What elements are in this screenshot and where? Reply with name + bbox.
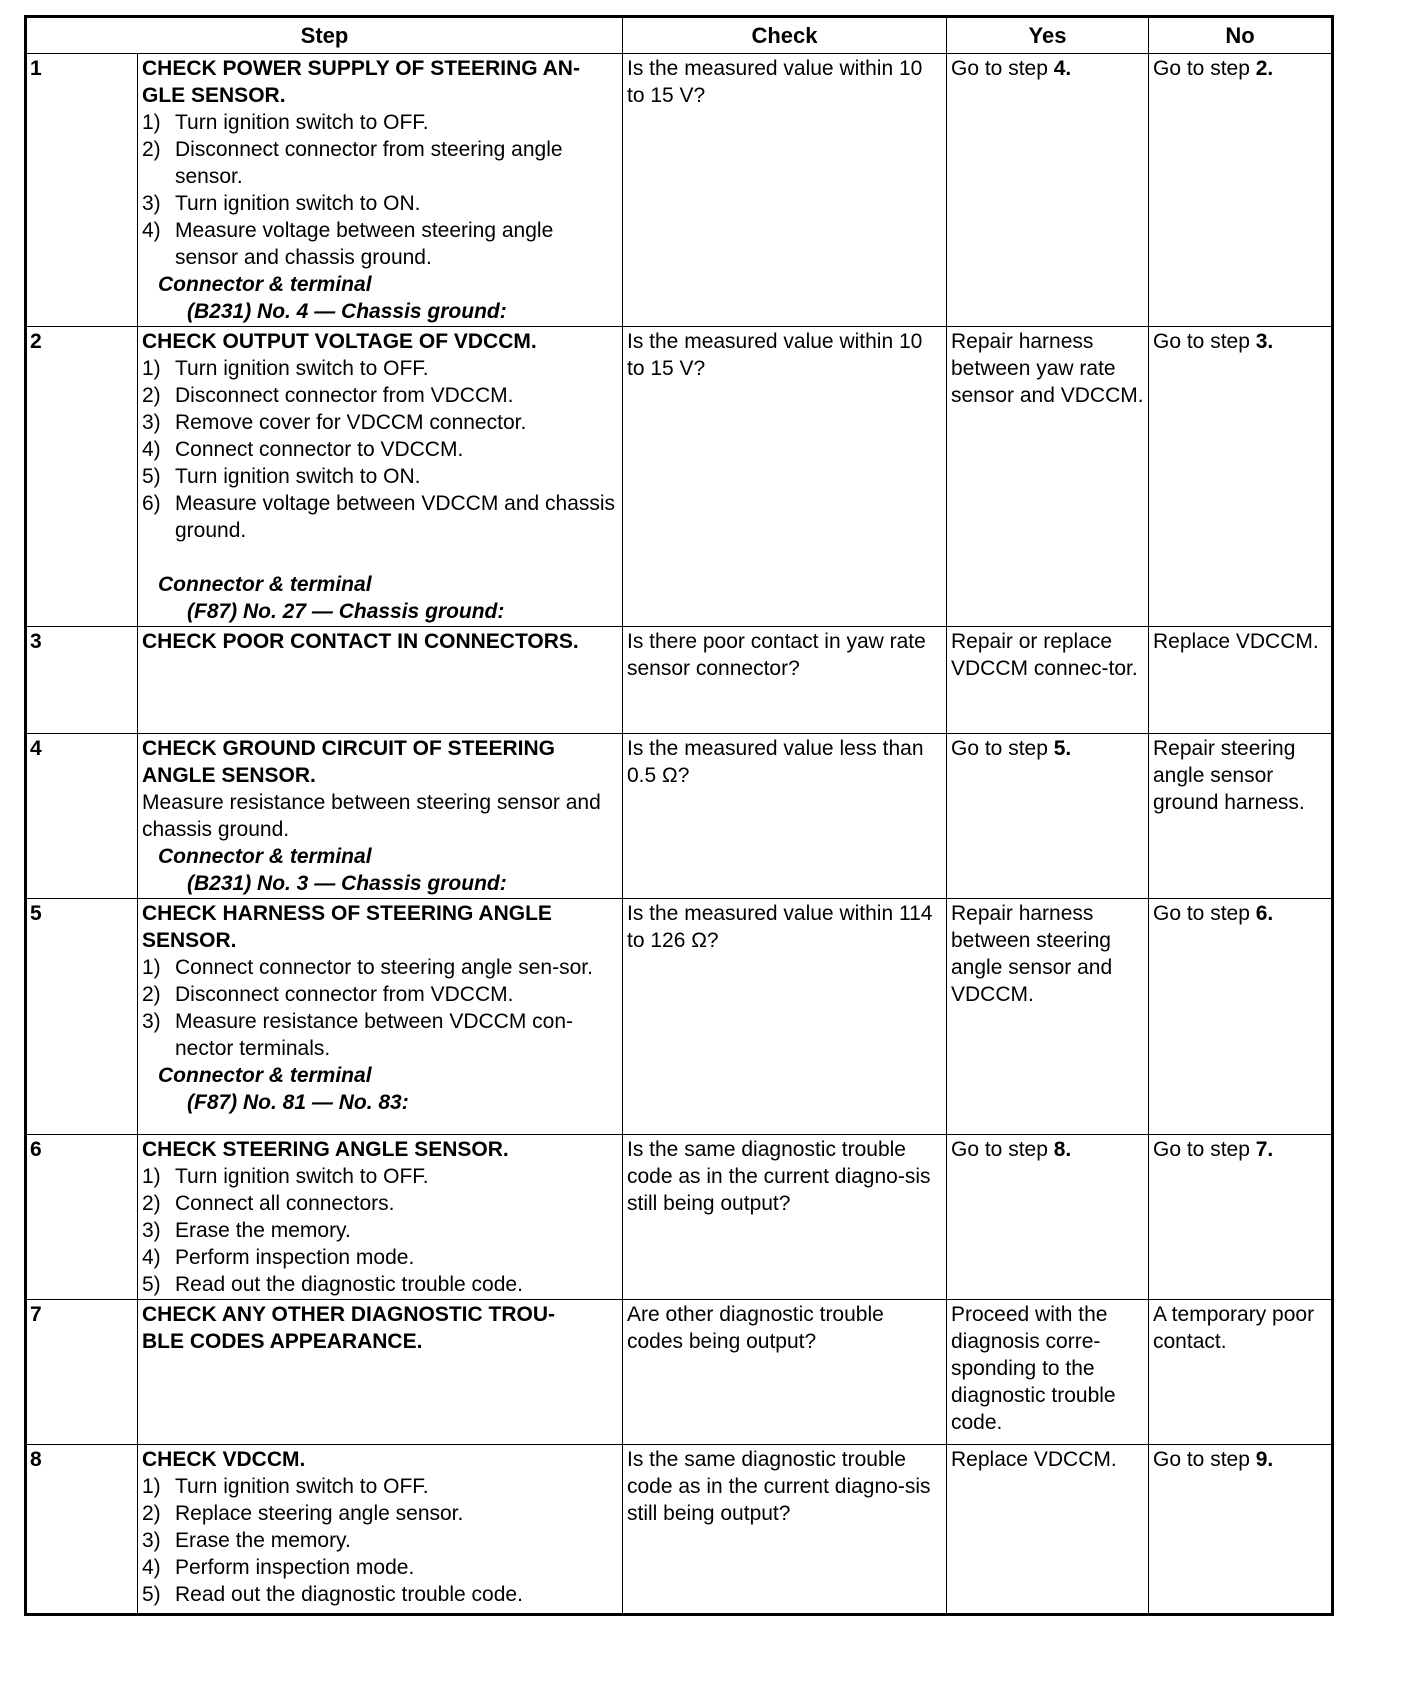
connector-value: (F87) No. 81 — No. 83: [187, 1091, 409, 1114]
no-cell: Go to step 3. [1149, 327, 1333, 627]
step-number: 3 [26, 627, 138, 734]
table-row [26, 327, 1333, 627]
step-number: 5 [26, 899, 138, 1135]
header-yes: Yes [947, 17, 1149, 54]
step-number: 4 [26, 734, 138, 899]
list-item: 4) Perform inspection mode. [142, 1246, 415, 1269]
connector-label: Connector & terminal [158, 273, 372, 296]
yes-cell: Go to step 4. [947, 54, 1149, 327]
table-row [26, 734, 1333, 899]
step-title: CHECK POOR CONTACT IN CONNECTORS. [142, 630, 579, 653]
step-number: 2 [26, 327, 138, 627]
check-cell: Is the measured value within 10 to 15 V? [623, 327, 947, 627]
step-number: 6 [26, 1135, 138, 1300]
yes-cell: Repair harness between yaw rate sensor and VDCCM. [947, 327, 1149, 627]
yes-cell: Proceed with the diagnosis corre-sponding to the diagnostic trouble code. [947, 1300, 1149, 1445]
table-row [26, 54, 1333, 327]
table-header-row [26, 17, 1333, 54]
step-cell [138, 734, 623, 899]
step-instructions [142, 109, 618, 271]
step-instructions [142, 954, 618, 1062]
step-number: 8 [26, 1445, 138, 1615]
header-no: No [1149, 17, 1333, 54]
step-description: Measure resistance between steering sensor and chassis ground. [142, 791, 601, 841]
no-cell: Go to step 7. [1149, 1135, 1333, 1300]
check-cell: Is the measured value within 114 to 126 Ω? [623, 899, 947, 1135]
connector-value: (F87) No. 27 — Chassis ground: [187, 600, 505, 623]
table-row [26, 627, 1333, 734]
list-item: 5) Read out the diagnostic trouble code. [142, 1273, 523, 1296]
step-title: CHECK OUTPUT VOLTAGE OF VDCCM. [142, 330, 537, 353]
list-item: 2) Disconnect connector from VDCCM. [142, 983, 514, 1006]
no-cell: Replace VDCCM. [1149, 627, 1333, 734]
step-cell [138, 1300, 623, 1445]
yes-cell: Go to step 5. [947, 734, 1149, 899]
step-cell [138, 627, 623, 734]
check-cell: Is the same diagnostic trouble code as in the current diagno-sis still being output? [623, 1135, 947, 1300]
table-body [26, 54, 1333, 1615]
yes-cell: Replace VDCCM. [947, 1445, 1149, 1615]
step-cell [138, 327, 623, 627]
step-number: 7 [26, 1300, 138, 1445]
list-item: 2) Disconnect connector from steering angle sensor. [142, 138, 563, 188]
step-title: CHECK VDCCM. [142, 1448, 306, 1471]
table-row [26, 1445, 1333, 1615]
header-step: Step [26, 17, 623, 54]
list-item: 1) Turn ignition switch to OFF. [142, 1475, 429, 1498]
step-instructions [142, 355, 618, 544]
connector-value: (B231) No. 4 — Chassis ground: [187, 300, 507, 323]
step-cell [138, 899, 623, 1135]
table-row [26, 1135, 1333, 1300]
connector-label: Connector & terminal [158, 1064, 372, 1087]
check-cell: Are other diagnostic trouble codes being output? [623, 1300, 947, 1445]
list-item: 1) Turn ignition switch to OFF. [142, 1165, 429, 1188]
step-cell [138, 1135, 623, 1300]
header-check: Check [623, 17, 947, 54]
yes-cell: Repair or replace VDCCM connec-tor. [947, 627, 1149, 734]
yes-cell: Go to step 8. [947, 1135, 1149, 1300]
check-cell: Is the same diagnostic trouble code as in the current diagno-sis still being output? [623, 1445, 947, 1615]
list-item: 4) Measure voltage between steering angle sensor and chassis ground. [142, 219, 554, 269]
step-instructions [142, 1473, 618, 1608]
list-item: 5) Turn ignition switch to ON. [142, 465, 421, 488]
list-item: 3) Erase the memory. [142, 1219, 351, 1242]
step-title: CHECK GROUND CIRCUIT OF STEERING ANGLE SENSOR. [142, 737, 556, 787]
list-item: 2) Replace steering angle sensor. [142, 1502, 464, 1525]
list-item: 1) Turn ignition switch to OFF. [142, 357, 429, 380]
list-item: 4) Perform inspection mode. [142, 1556, 415, 1579]
step-cell [138, 54, 623, 327]
list-item: 1) Connect connector to steering angle sen-sor. [142, 956, 593, 979]
connector-value: (B231) No. 3 — Chassis ground: [187, 872, 507, 895]
list-item: 5) Read out the diagnostic trouble code. [142, 1583, 523, 1606]
no-cell: Go to step 6. [1149, 899, 1333, 1135]
list-item: 4) Connect connector to VDCCM. [142, 438, 464, 461]
table-row [26, 1300, 1333, 1445]
step-title: CHECK HARNESS OF STEERING ANGLE SENSOR. [142, 902, 552, 952]
list-item: 3) Erase the memory. [142, 1529, 351, 1552]
no-cell: Go to step 2. [1149, 54, 1333, 327]
step-cell [138, 1445, 623, 1615]
step-number: 1 [26, 54, 138, 327]
list-item: 2) Connect all connectors. [142, 1192, 395, 1215]
step-title: CHECK ANY OTHER DIAGNOSTIC TROU- BLE CODES APPEARANCE. [142, 1303, 556, 1353]
check-cell: Is the measured value less than 0.5 Ω? [623, 734, 947, 899]
table-row [26, 899, 1333, 1135]
check-cell: Is there poor contact in yaw rate sensor connector? [623, 627, 947, 734]
list-item: 3) Measure resistance between VDCCM con-nector terminals. [142, 1010, 573, 1060]
step-instructions [142, 1163, 618, 1298]
yes-cell: Repair harness between steering angle sensor and VDCCM. [947, 899, 1149, 1135]
no-cell: Repair steering angle sensor ground harness. [1149, 734, 1333, 899]
no-cell: Go to step 9. [1149, 1445, 1333, 1615]
step-title: CHECK STEERING ANGLE SENSOR. [142, 1138, 509, 1161]
list-item: 3) Remove cover for VDCCM connector. [142, 411, 527, 434]
list-item: 3) Turn ignition switch to ON. [142, 192, 421, 215]
connector-label: Connector & terminal [158, 845, 372, 868]
step-title: CHECK POWER SUPPLY OF STEERING AN- GLE SENSOR. [142, 57, 580, 107]
no-cell: A temporary poor contact. [1149, 1300, 1333, 1445]
list-item: 1) Turn ignition switch to OFF. [142, 111, 429, 134]
connector-label: Connector & terminal [158, 573, 372, 596]
list-item: 2) Disconnect connector from VDCCM. [142, 384, 514, 407]
list-item: 6) Measure voltage between VDCCM and chassis ground. [142, 492, 616, 542]
check-cell: Is the measured value within 10 to 15 V? [623, 54, 947, 327]
diagnostic-table [24, 15, 1334, 1616]
